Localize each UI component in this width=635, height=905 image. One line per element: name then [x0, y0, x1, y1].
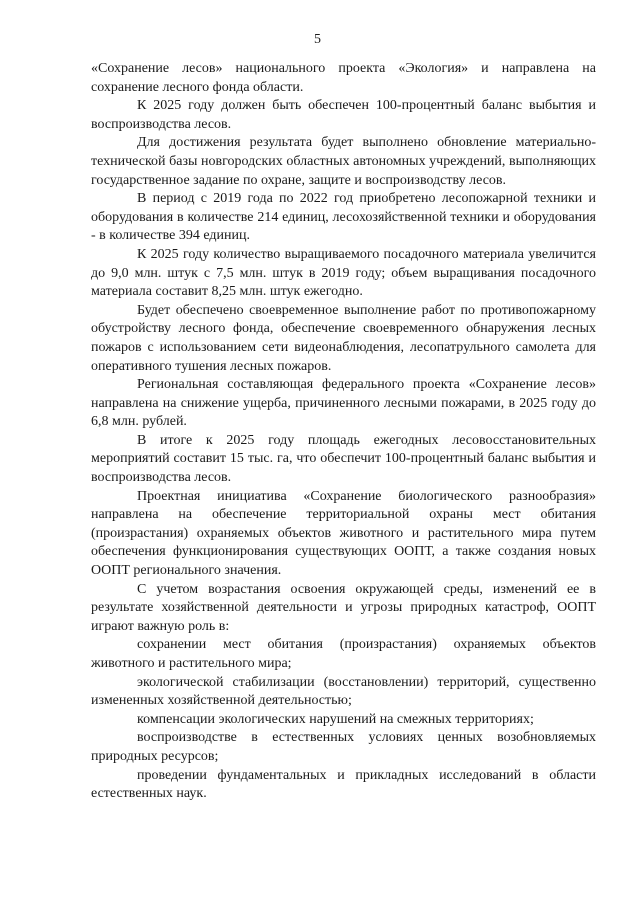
paragraph: В итоге к 2025 году площадь ежегодных лесовосстановительных мероприятий составит 15 тыс. га, что обеспечит 100-процентный баланс выбытия и воспроизводства лесов.: [91, 432, 596, 486]
paragraph: К 2025 году должен быть обеспечен 100-процентный баланс выбытия и воспроизводства лесов.: [91, 98, 596, 132]
list-item: сохранении мест обитания (произрастания) охраняемых объектов животного и растительного мира;: [91, 637, 596, 671]
paragraph: Проектная инициатива «Сохранение биологического разнообразия» направлена на обеспечение территориальной охраны мест обитания (произрастания) охраняемых объектов животного и растительного мира путем обеспечения функционирования существующих ООПТ, а также создания новых ООПТ регионального значения.: [91, 488, 596, 579]
paragraph: Будет обеспечено своевременное выполнение работ по противопожарному обустройству лесного фонда, обеспечение своевременного обнаружения лесных пожаров с использованием сети видеонаблюдения, лесопатрульного самолета для оперативного тушения лесных пожаров.: [91, 302, 596, 374]
paragraph: С учетом возрастания освоения окружающей среды, изменений ее в результате хозяйственной деятельности и угрозы природных катастроф, ООПТ играют важную роль в:: [91, 581, 596, 634]
page-number: 5: [314, 32, 321, 47]
list-item: компенсации экологических нарушений на смежных территориях;: [137, 711, 534, 727]
list-item: экологической стабилизации (восстановлении) территорий, существенно измененных хозяйственной деятельностью;: [91, 674, 596, 709]
list-item: воспроизводстве в естественных условиях ценных возобновляемых природных ресурсов;: [91, 730, 596, 764]
paragraph: «Сохранение лесов» национального проекта «Экология» и направлена на сохранение лесного фонда области.: [91, 61, 596, 95]
document-body: [91, 60, 596, 804]
paragraph: К 2025 году количество выращиваемого посадочного материала увеличится до 9,0 млн. штук с 7,5 млн. штук в 2019 году; объем выращивания посадочного материала составит 8,25 млн. штук ежегодно.: [91, 246, 596, 300]
list-item: проведении фундаментальных и прикладных исследований в области естественных наук.: [91, 767, 596, 802]
paragraph: В период с 2019 года по 2022 год приобретено лесопожарной техники и оборудования в количестве 214 единиц, лесохозяйственной техники и оборудования - в количестве 394 единиц.: [91, 191, 596, 244]
paragraph: Региональная составляющая федерального проекта «Сохранение лесов» направлена на снижение ущерба, причиненного лесными пожарами, в 2025 году до 6,8 млн. рублей.: [91, 377, 596, 430]
paragraph: Для достижения результата будет выполнено обновление материально-технической базы новгородских областных автономных учреждений, выполняющих государственное задание по охране, защите и воспроизводству лесов.: [91, 135, 596, 188]
